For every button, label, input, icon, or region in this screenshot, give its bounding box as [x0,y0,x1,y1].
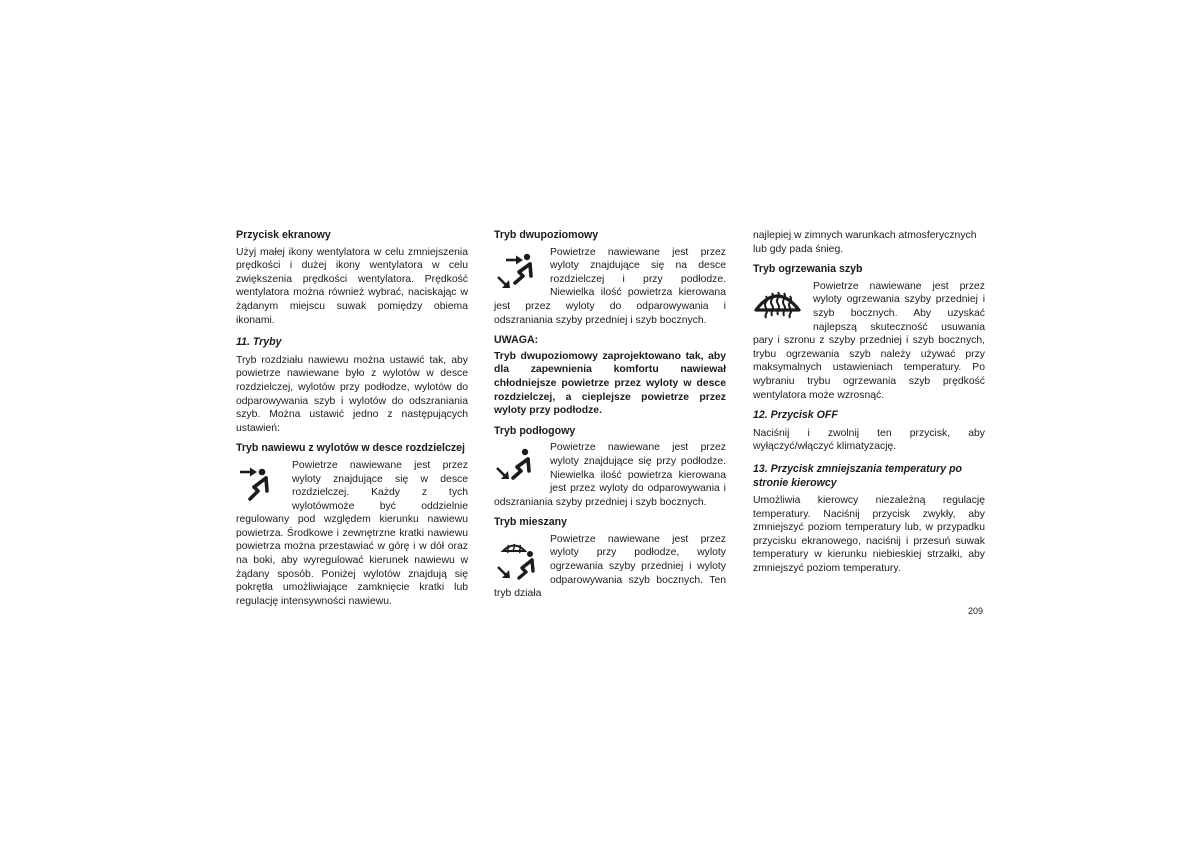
uwaga-label: UWAGA: [494,334,539,347]
column-2 [494,229,726,601]
heading-tryb-podlogowy: Tryb podłogowy [494,424,576,437]
heading-przycisk-temperatury: 13. Przycisk zmniejszania temperatury po stronie kierowcy [753,462,963,489]
mix-mode-icon [494,537,542,583]
paragraph-tryb-ogrzewania-szyb: Powietrze nawiewane jest przez wyloty ogrzewania szyby przedniej i szyb bocznych. Aby uzyskać najlepszą skuteczność usuwania pary i szronu z szyby przedniej i szyb bocznych, trybu ogrzewania szyb należy używać przy maksymalnych ustawieniach temperatury. Po wybraniu trybu ogrzewania szyb prędkość wentylatora może wzrosnąć. [753,280,985,401]
panel-mode-icon [236,463,284,505]
page-number: 209 [968,606,984,616]
paragraph-tryb-mieszany: Powietrze nawiewane jest przez wyloty przy podłodze, wyloty ogrzewania szyby przedniej i wyloty odparowywania szyb bocznych. Ten tryb działa [494,533,726,600]
paragraph-continuation: najlepiej w zimnych warunkach atmosferycznych lub gdy pada śnieg. [753,230,977,255]
paragraph-przycisk-temperatury: Umożliwia kierowcy niezależną regulację temperatury. Naciśnij przycisk zwykły, aby zmniejszyć poziom temperatury lub, w przypadku przycisku ekranowego, naciśnij i przesuń suwak temperatury w kierunku niebieskiej strzałki, aby zmniejszyć poziom temperatury. [753,495,985,575]
paragraph-tryb-podlogowy: Powietrze nawiewane jest przez wyloty znajdujące się przy podłodze. Niewielka ilość powietrza kierowana jest przez wyloty do odparowywania i odszraniania szyby przedniej i szyb bocznych. [494,442,726,508]
column-3 [753,229,985,576]
paragraph-tryb-dwupoziomowy: Powietrze nawiewane jest przez wyloty znajdujące się na desce rozdzielczej i przy podłodze. Niewielka ilość powietrza kierowana jest przez wyloty do odparowywania i odszraniania szyby przedniej i szyb bocznych. [494,246,726,326]
paragraph-tryby: Tryb rozdziału nawiewu można ustawić tak, aby powietrze nawiewane było z wylotów w desce rozdzielczej, wylotów przy podłodze, wylotów do odparowywania szyb i wylotów do odszraniania szyb. Można ustawić jedno z następujących ustawień: [236,354,468,434]
heading-tryb-ogrzewania-szyb: Tryb ogrzewania szyb [753,263,863,276]
column-1 [236,229,468,608]
heading-tryb-deska: Tryb nawiewu z wylotów w desce rozdzielczej [236,442,466,455]
bilevel-mode-icon [494,250,542,292]
heading-przycisk-ekranowy: Przycisk ekranowy [236,229,331,241]
paragraph-przycisk-ekranowy: Użyj małej ikony wentylatora w celu zmniejszenia prędkości i dużej ikony wentylatora w celu zwiększenia prędkości wentylatora. Prędkość wentylatora można również wybrać, naciskając w żądanym miejscu suwak pomiędzy obiema ikonami. [236,246,468,326]
paragraph-tryb-deska: Powietrze nawiewane jest przez wyloty znajdujące się w desce rozdzielczej. Każdy z tych wylotówmoże być oddzielnie regulowany pod względem kierunku nawiewu powietrza. Środkowe i zewnętrzne kratki nawiewu powietrza można przestawiać w górę i w dół oraz na boki, aby wyregulować kierunek nawiewu w żądany sposób. Poniżej wylotów znajdują się pokrętła umożliwiające zamknięcie kratki lub regulację intensywności nawiewu. [236,459,468,607]
floor-mode-icon [494,445,542,487]
heading-tryby: 11. Tryby [236,336,282,349]
heading-przycisk-off: 12. Przycisk OFF [753,409,838,422]
heading-tryb-mieszany: Tryb mieszany [494,516,568,529]
heading-tryb-dwupoziomowy: Tryb dwupoziomowy [494,229,599,241]
defrost-mode-icon [753,284,805,326]
paragraph-przycisk-off: Naciśnij i zwolnij ten przycisk, aby wyłączyć/włączyć klimatyzację. [753,427,985,453]
uwaga-text: Tryb dwupoziomowy zaprojektowano tak, aby dla zapewnienia komfortu nawiewał chłodniejsze powietrze przez wyloty w desce rozdzielczej, a cieplejsze powietrze przez wyloty przy podłodze. [494,350,726,417]
